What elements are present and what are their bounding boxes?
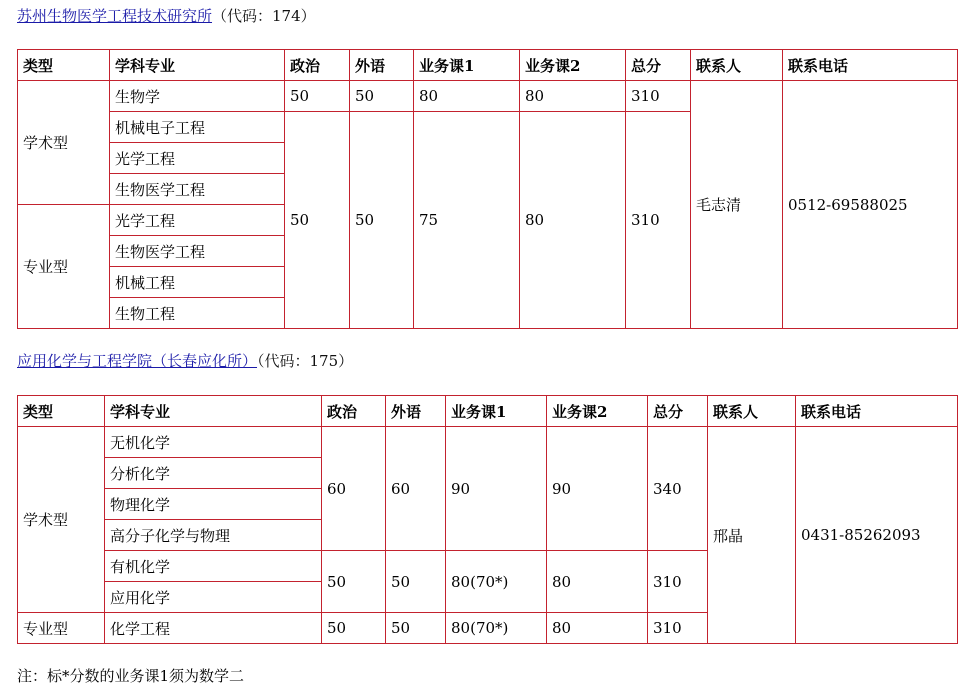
header-major: 学科专业: [105, 396, 322, 427]
header-type: 类型: [18, 50, 110, 81]
course2-cell: 80: [547, 551, 648, 613]
table-row: [18, 427, 958, 458]
language-cell: 50: [386, 551, 446, 613]
section1-code: （代码：174）: [212, 7, 316, 25]
major-cell: 应用化学: [105, 582, 322, 613]
header-course2: 业务课2: [520, 50, 626, 81]
phone-cell: 0512-69588025: [783, 81, 958, 329]
major-cell: 生物医学工程: [110, 174, 285, 205]
phone-cell: 0431-85262093: [796, 427, 958, 644]
total-cell: 310: [626, 81, 691, 112]
course1-cell: 75: [414, 112, 520, 329]
politics-cell: 50: [322, 551, 386, 613]
header-language: 外语: [386, 396, 446, 427]
header-phone: 联系电话: [796, 396, 958, 427]
course2-cell: 80: [547, 613, 648, 644]
header-course1: 业务课1: [446, 396, 547, 427]
type-cell-academic: 学术型: [18, 427, 105, 613]
header-language: 外语: [350, 50, 414, 81]
section1-heading: [17, 6, 316, 26]
politics-cell: 50: [285, 112, 350, 329]
politics-cell: 50: [322, 613, 386, 644]
major-cell: 化学工程: [105, 613, 322, 644]
header-total: 总分: [626, 50, 691, 81]
total-cell: 310: [626, 112, 691, 329]
major-cell: 光学工程: [110, 143, 285, 174]
major-cell: 无机化学: [105, 427, 322, 458]
major-cell: 分析化学: [105, 458, 322, 489]
section2-table: [17, 395, 958, 644]
language-cell: 50: [350, 81, 414, 112]
table-header-row: [18, 50, 958, 81]
section2-code: （代码：175）: [257, 352, 354, 370]
total-cell: 340: [648, 427, 708, 551]
language-cell: 50: [350, 112, 414, 329]
major-cell: 生物学: [110, 81, 285, 112]
header-course2: 业务课2: [547, 396, 648, 427]
course1-cell: 80(70*): [446, 551, 547, 613]
type-cell-professional: 专业型: [18, 205, 110, 329]
language-cell: 60: [386, 427, 446, 551]
section2-heading: [17, 351, 353, 371]
course1-cell: 90: [446, 427, 547, 551]
course1-cell: 80(70*): [446, 613, 547, 644]
major-cell: 高分子化学与物理: [105, 520, 322, 551]
header-contact: 联系人: [691, 50, 783, 81]
contact-cell: 毛志清: [691, 81, 783, 329]
major-cell: 物理化学: [105, 489, 322, 520]
section1-table: [17, 49, 958, 329]
major-cell: 光学工程: [110, 205, 285, 236]
table-row: [18, 81, 958, 112]
contact-cell: 邢晶: [708, 427, 796, 644]
major-cell: 生物工程: [110, 298, 285, 329]
header-politics: 政治: [322, 396, 386, 427]
section1-institute-link[interactable]: 苏州生物医学工程技术研究所: [17, 7, 213, 25]
footnote: 注：标*分数的业务课1须为数学二: [17, 667, 245, 685]
type-cell-professional: 专业型: [18, 613, 105, 644]
language-cell: 50: [386, 613, 446, 644]
header-type: 类型: [18, 396, 105, 427]
major-cell: 生物医学工程: [110, 236, 285, 267]
major-cell: 有机化学: [105, 551, 322, 582]
type-cell-academic: 学术型: [18, 81, 110, 205]
header-major: 学科专业: [110, 50, 285, 81]
course2-cell: 80: [520, 112, 626, 329]
course2-cell: 80: [520, 81, 626, 112]
header-politics: 政治: [285, 50, 350, 81]
table-header-row: [18, 396, 958, 427]
header-phone: 联系电话: [783, 50, 958, 81]
major-cell: 机械工程: [110, 267, 285, 298]
course2-cell: 90: [547, 427, 648, 551]
total-cell: 310: [648, 551, 708, 613]
major-cell: 机械电子工程: [110, 112, 285, 143]
total-cell: 310: [648, 613, 708, 644]
politics-cell: 50: [285, 81, 350, 112]
course1-cell: 80: [414, 81, 520, 112]
section2-institute-link[interactable]: 应用化学与工程学院（长春应化所）: [17, 352, 258, 370]
header-contact: 联系人: [708, 396, 796, 427]
politics-cell: 60: [322, 427, 386, 551]
header-total: 总分: [648, 396, 708, 427]
header-course1: 业务课1: [414, 50, 520, 81]
